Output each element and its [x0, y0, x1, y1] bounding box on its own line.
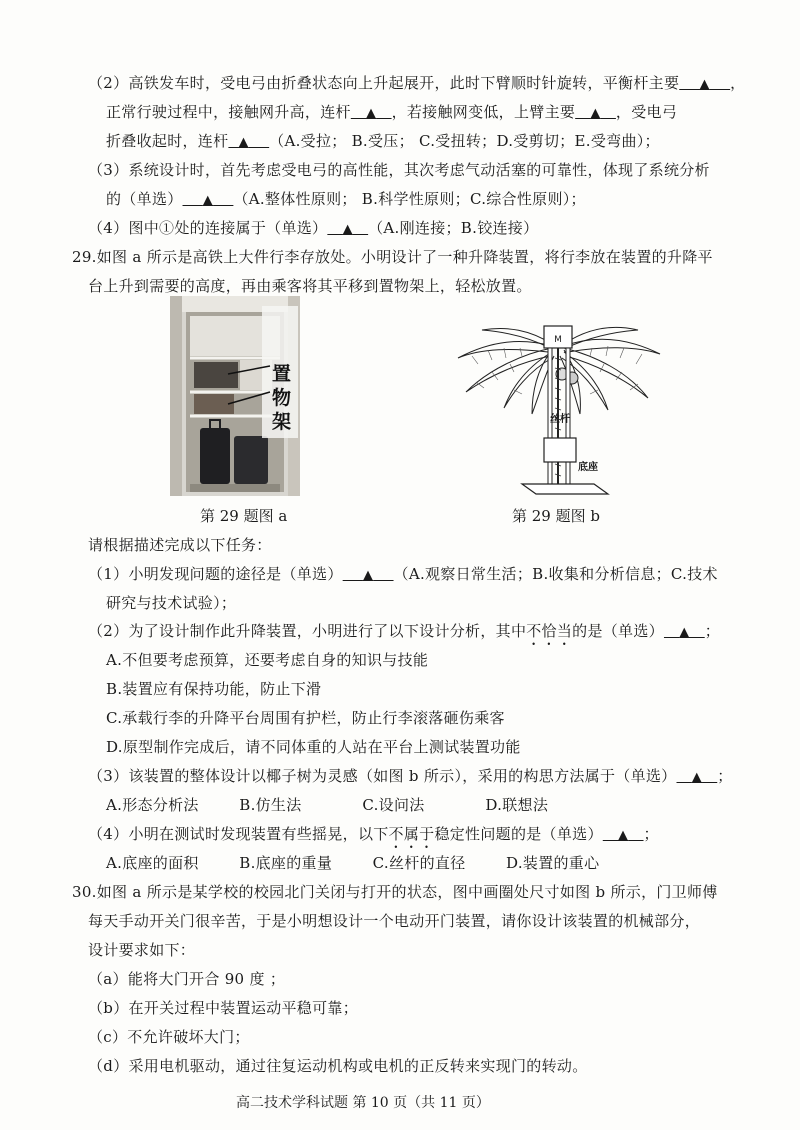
answer-blank: ▲ — [342, 222, 353, 237]
q29-t3-line1: （3）该装置的整体设计以椰子树为灵感（如图 b 所示），采用的构思方法属于（单选） ▲ ； — [88, 767, 733, 785]
q29-task-intro: 请根据描述完成以下任务： — [88, 536, 272, 554]
q29-t3-options: A.形态分析法 B.仿生法 C.设问法 D.联想法 — [106, 796, 549, 814]
answer-blank: ▲ — [362, 568, 374, 583]
q29-stem-line2: 台上升到需要的高度，再由乘客将其平移到置物架上，轻松放置。 — [88, 277, 532, 295]
answer-blank: ▲ — [238, 135, 249, 150]
figure-b-screw-label: 丝杆 — [550, 414, 570, 425]
q30-stem-line1: 30.如图 a 所示是某学校的校园北门关闭与打开的状态，图中画圈处尺寸如图 b 所示，门卫师傅 — [72, 883, 718, 901]
q28-p3-line1: （3）系统设计时，首先考虑受电弓的高性能，其次考虑气动活塞的可靠性，体现了系统分析 — [88, 161, 710, 179]
figure-b-motor-label: M — [554, 335, 562, 345]
figure-a-luggage-rack-photo — [170, 296, 300, 496]
q28-p4-line1: （4）图中①处的连接属于（单选） ▲ （A.刚连接；B.铰连接） — [88, 219, 539, 237]
figure-b-base-label: 底座 — [578, 462, 598, 473]
figure-a-label: 物 — [272, 387, 292, 409]
q29-stem-line1: 29.如图 a 所示是高铁上大件行李存放处。小明设计了一种升降装置，将行李放在装置的升降平 — [72, 248, 713, 266]
answer-blank: ▲ — [202, 193, 214, 208]
q29-t4-options: A.底座的面积 B.底座的重量 C.丝杆的直径 D.装置的重心 — [106, 854, 600, 872]
q30-req-c: （c）不允许破坏大门； — [88, 1028, 250, 1046]
answer-blank: ▲ — [699, 77, 710, 92]
q28-p2-line2: 正常行驶过程中，接触网升高，连杆 ▲ ，若接触网变低，上臂主要 ▲ ，受电弓 — [106, 103, 678, 121]
q30-req-d: （d）采用电机驱动，通过往复运动机构或电机的正反转来实现门的转动。 — [88, 1057, 588, 1075]
q29-t2-option-c: C.承载行李的升降平台周围有护栏，防止行李滚落砸伤乘客 — [106, 709, 505, 727]
q30-req-a: （a）能将大门开合 90 度 ； — [88, 970, 286, 988]
q29-t2-option-d: D.原型制作完成后，请不同体重的人站在平台上测试装置功能 — [106, 738, 521, 756]
q29-t2-option-a: A.不但要考虑预算，还要考虑自身的知识与技能 — [106, 651, 429, 669]
figure-b-caption: 第 29 题图 b — [512, 507, 600, 525]
q28-p2-line1: （2）高铁发车时，受电弓由折叠状态向上升起展开，此时下臂顺时针旋转，平衡杆主要 ▲ ， — [88, 74, 746, 92]
q29-t2-line1: （2）为了设计制作此升降装置，小明进行了以下设计分析，其中不恰当的是（单选） ▲ ； — [88, 622, 721, 640]
page-footer: 高二技术学科试题 第 10 页（共 11 页） — [236, 1095, 490, 1111]
figure-b-coconut-tree-lift-diagram — [452, 318, 668, 500]
q30-stem-line3: 设计要求如下： — [88, 941, 196, 959]
q30-req-b: （b）在开关过程中装置运动平稳可靠； — [88, 999, 359, 1017]
q28-p3-line2: 的（单选） ▲ （A.整体性原则； B.科学性原则；C.综合性原则）； — [106, 190, 586, 208]
q29-t1-line2: 研究与技术试验）； — [106, 594, 237, 612]
figure-a-label: 置 — [272, 363, 292, 385]
answer-blank: ▲ — [366, 106, 377, 121]
answer-blank: ▲ — [679, 625, 690, 640]
q30-stem-line2: 每天手动开关门很辛苦，于是小明想设计一个电动开门装置，请你设计该装置的机械部分， — [88, 912, 701, 930]
q29-t2-option-b: B.装置应有保持功能，防止下滑 — [106, 680, 322, 698]
figure-a-label: 架 — [272, 411, 292, 433]
answer-blank: ▲ — [590, 106, 601, 121]
q28-p2-line3: 折叠收起时，连杆 ▲ （A.受拉； B.受压； C.受扭转；D.受剪切；E.受弯曲）； — [106, 132, 660, 150]
answer-blank: ▲ — [691, 770, 703, 785]
figure-a-caption: 第 29 题图 a — [200, 507, 288, 525]
q29-t1-line1: （1）小明发现问题的途径是（单选） ▲ （A.观察日常生活；B.收集和分析信息；C.技术 — [88, 565, 718, 583]
answer-blank: ▲ — [617, 828, 629, 843]
q29-t4-line1: （4）小明在测试时发现装置有些摇晃，以下不属于稳定性问题的是（单选） ▲ ； — [88, 825, 659, 843]
